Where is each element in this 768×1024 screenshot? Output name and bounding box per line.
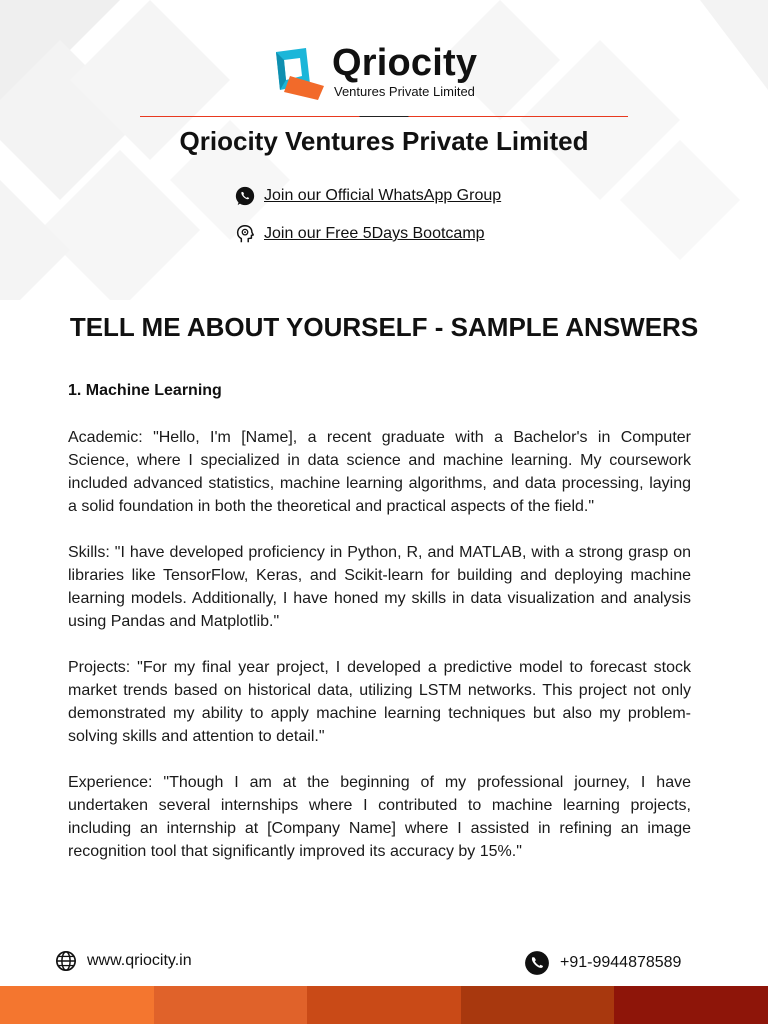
paragraph-experience: Experience: "Though I am at the beginning of my professional journey, I have undertaken several internships where I contributed to machine learning projects, including an internship at [Company Name] where I assisted in refining an image recognition tool that significantly improved its accuracy by 15%." [68, 774, 691, 860]
footer-website[interactable] [55, 950, 192, 972]
color-bar-segment-4 [461, 986, 615, 1024]
qriocity-logo-icon [270, 46, 328, 102]
header [0, 0, 768, 260]
color-bar-segment-2 [154, 986, 308, 1024]
footer-phone[interactable] [524, 950, 681, 976]
whatsapp-group-label[interactable]: Join our Official WhatsApp Group [264, 187, 502, 204]
footer-color-bar [0, 986, 768, 1024]
phone-text[interactable]: +91-9944878589 [560, 954, 682, 971]
logo-title: Qriocity [332, 42, 478, 84]
footer [0, 944, 768, 984]
company-title: Qriocity Ventures Private Limited [179, 126, 589, 156]
whatsapp-group-link[interactable] [234, 184, 501, 208]
page-title: TELL ME ABOUT YOURSELF - SAMPLE ANSWERS [69, 312, 699, 342]
color-bar-segment-1 [0, 986, 154, 1024]
paragraph-skills: Skills: "I have developed proficiency in Python, R, and MATLAB, with a strong grasp on libraries like TensorFlow, Keras, and Scikit-learn for building and deploying machine learning models. Additionally, I have honed my skills in data visualization and analysis using Pandas and Matplotlib." [68, 544, 691, 630]
website-text[interactable]: www.qriocity.in [87, 952, 192, 969]
bootcamp-link[interactable] [234, 222, 485, 246]
content [68, 378, 691, 886]
color-bar-segment-5 [614, 986, 768, 1024]
paragraph-academic: Academic: "Hello, I'm [Name], a recent graduate with a Bachelor's in Computer Science, where I specialized in data science and machine learning. My coursework included advanced statistics, machine learning algorithms, and data processing, laying a solid foundation in both the theoretical and practical aspects of the field." [68, 429, 691, 515]
logo-subtitle: Ventures Private Limited [334, 84, 475, 99]
color-bar-segment-3 [307, 986, 461, 1024]
header-divider [140, 116, 628, 117]
phone-icon [524, 950, 550, 976]
paragraph-projects: Projects: "For my final year project, I developed a predictive model to forecast stock market trends based on historical data, utilizing LSTM networks. This project not only demonstrated my ability to apply machine learning techniques but also my problem-solving skills and attention to detail." [68, 659, 691, 745]
bootcamp-label[interactable]: Join our Free 5Days Bootcamp [264, 225, 485, 242]
bootcamp-icon [234, 223, 256, 245]
section-title: 1. Machine Learning [68, 382, 222, 399]
whatsapp-icon [234, 185, 256, 207]
logo[interactable] [270, 44, 530, 104]
globe-icon [55, 950, 77, 972]
